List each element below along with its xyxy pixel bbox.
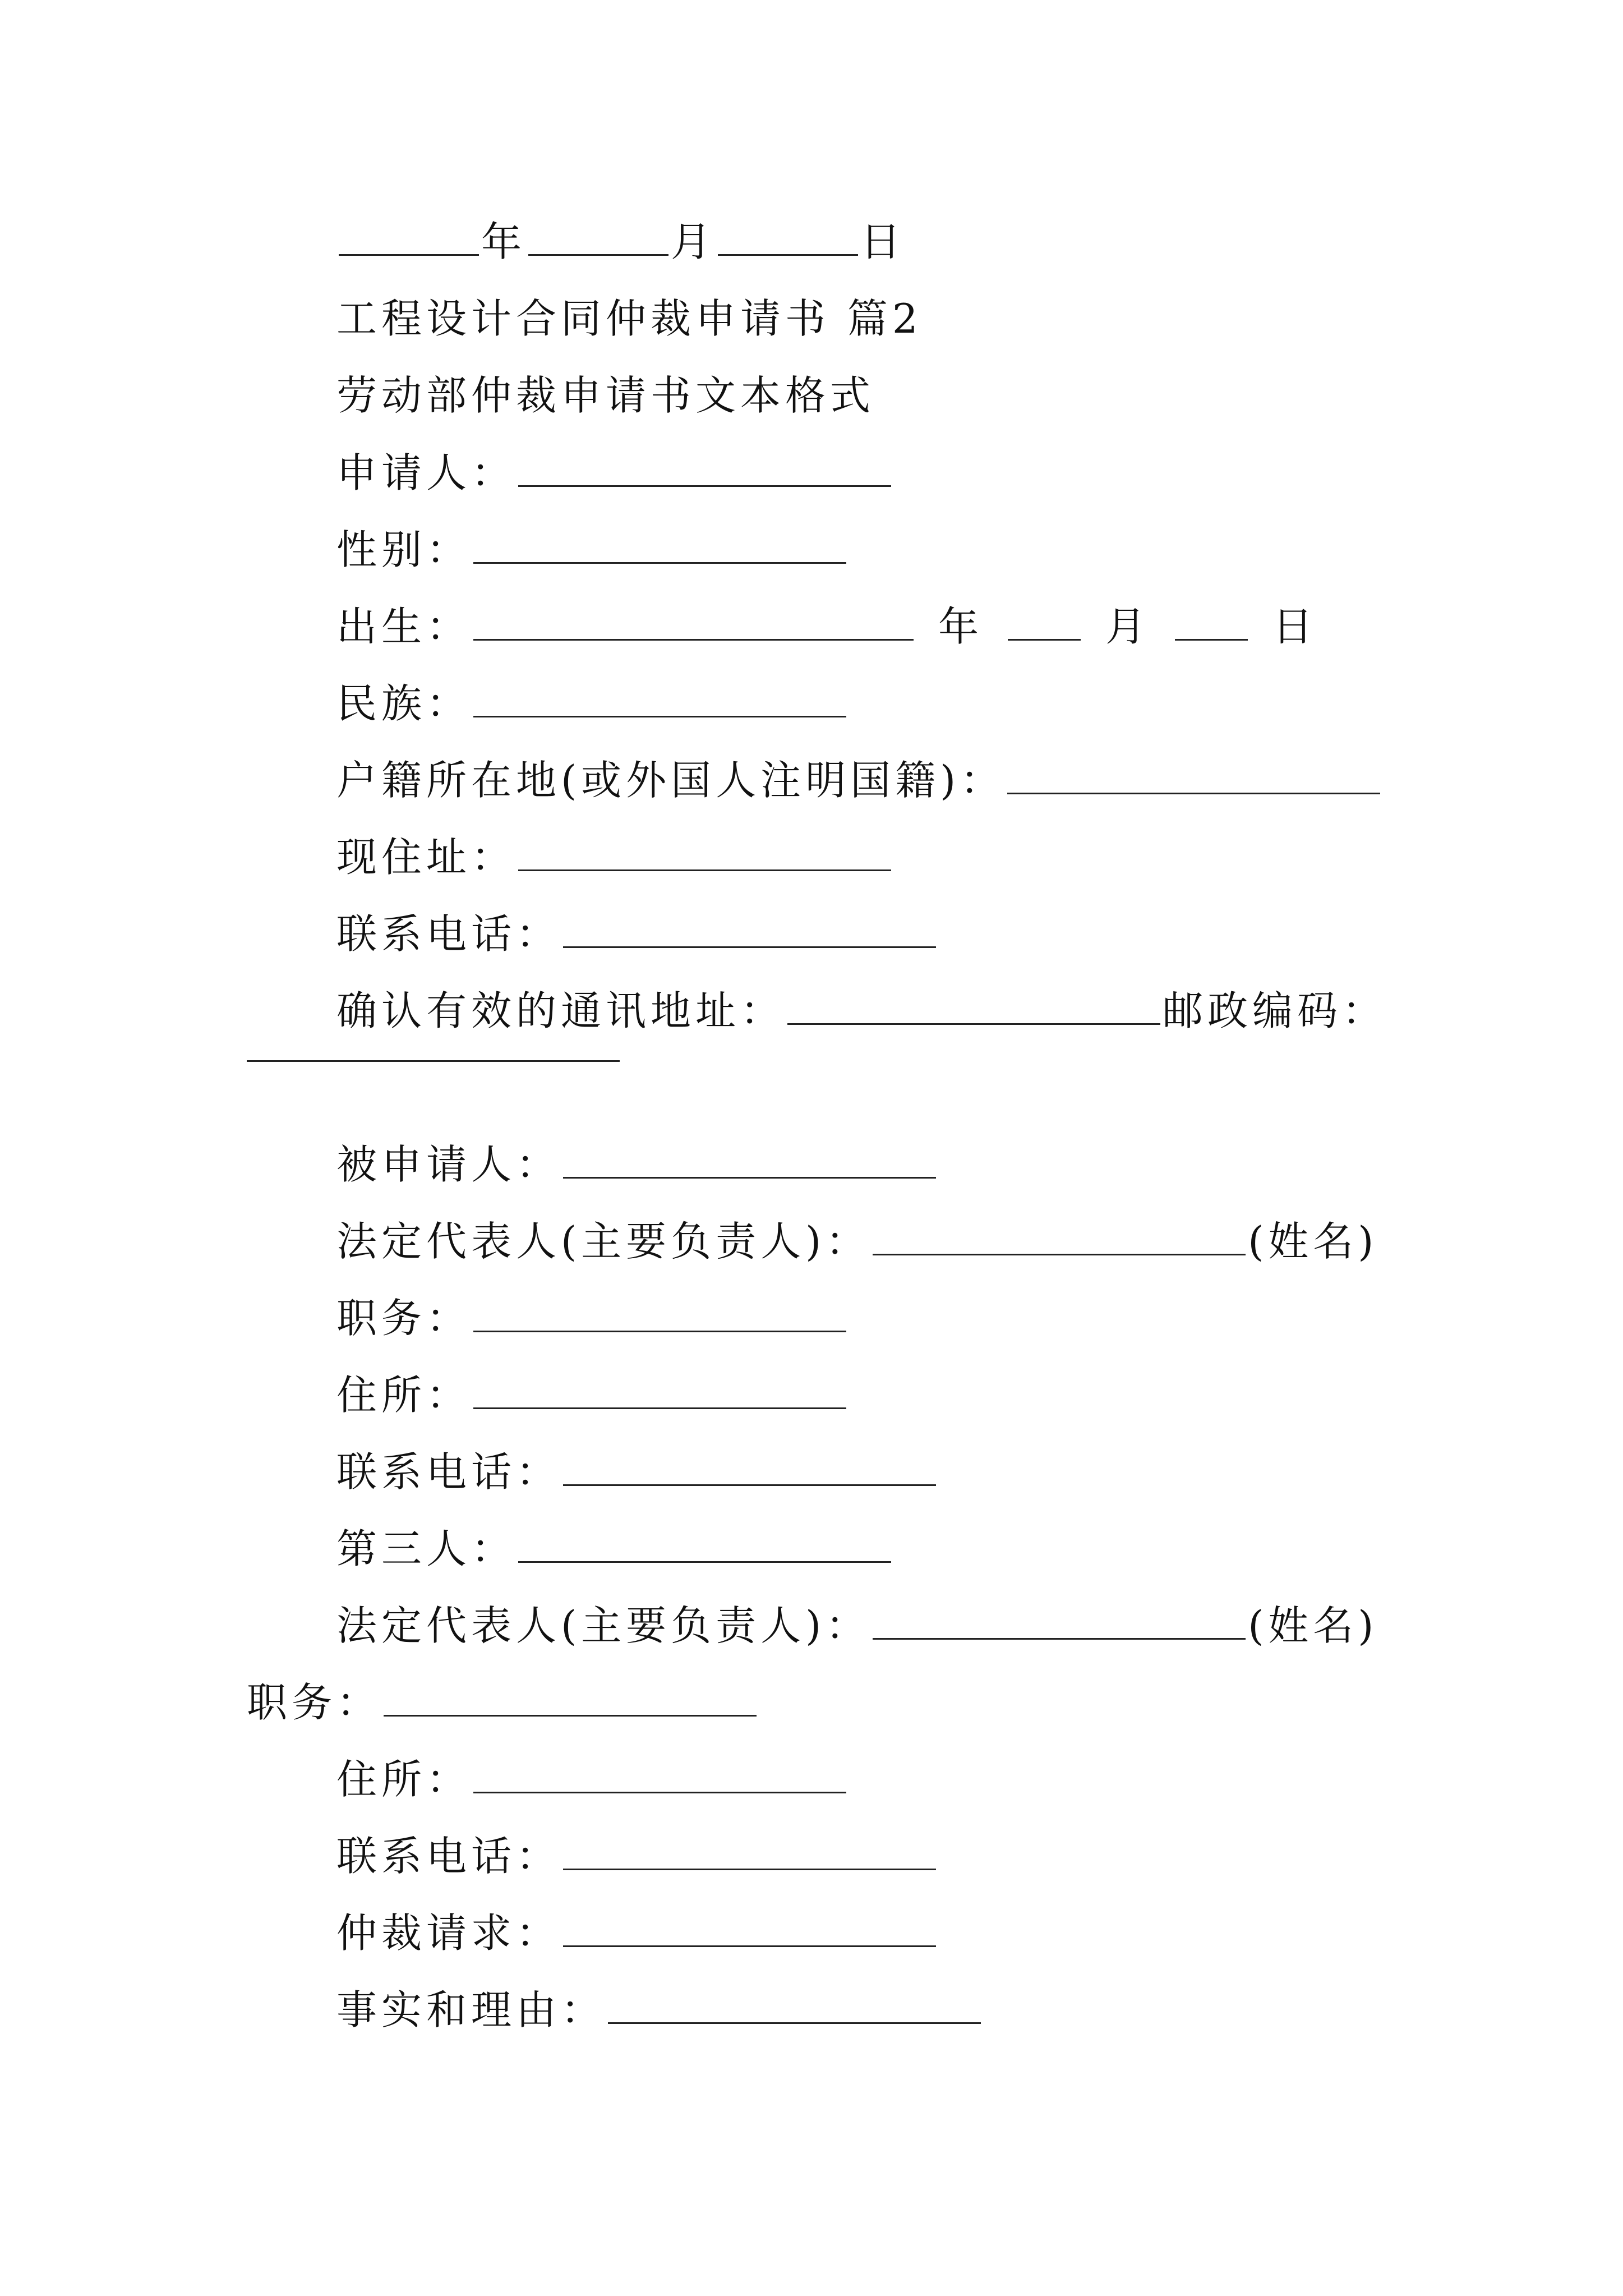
- month-blank[interactable]: [528, 216, 668, 256]
- address-label: 现住址：: [336, 834, 517, 881]
- respondent-legal-rep-row: [336, 1216, 1378, 1267]
- birth-blank[interactable]: [473, 601, 914, 641]
- respondent-legal-rep-label: 法定代表人(主要负责人)：: [336, 1218, 871, 1265]
- respondent-residence-blank[interactable]: [473, 1369, 846, 1409]
- month-label: 月: [671, 218, 716, 265]
- applicant-phone-label: 联系电话：: [336, 910, 561, 958]
- applicant-phone-blank[interactable]: [563, 908, 936, 948]
- respondent-row: [336, 1139, 938, 1190]
- household-blank[interactable]: [1007, 754, 1380, 794]
- respondent-legal-rep-blank[interactable]: [873, 1216, 1246, 1255]
- document-title: 劳动部仲裁申请书文本格式: [336, 372, 875, 419]
- year-label: 年: [481, 218, 527, 265]
- third-party-phone-row: [336, 1830, 938, 1881]
- day-label: 日: [860, 218, 906, 265]
- address-row: [336, 831, 893, 882]
- postcode-blank[interactable]: [247, 1060, 620, 1062]
- third-party-blank[interactable]: [518, 1523, 891, 1563]
- third-party-legal-rep-label: 法定代表人(主要负责人)：: [336, 1602, 871, 1649]
- day-blank[interactable]: [718, 216, 858, 256]
- third-party-phone-blank[interactable]: [563, 1830, 936, 1870]
- date-line: [336, 216, 905, 267]
- ethnicity-row: [336, 678, 849, 729]
- household-label: 户籍所在地(或外国人注明国籍)：: [336, 757, 1006, 804]
- facts-label: 事实和理由：: [336, 1986, 606, 2033]
- applicant-label: 申请人：: [336, 449, 517, 496]
- birth-month-blank[interactable]: [1008, 601, 1081, 641]
- year-blank[interactable]: [339, 216, 479, 256]
- birth-day-blank[interactable]: [1175, 601, 1248, 641]
- applicant-row: [336, 447, 893, 498]
- respondent-label: 被申请人：: [336, 1141, 561, 1188]
- respondent-blank[interactable]: [563, 1139, 936, 1179]
- mail-address-label: 确认有效的通讯地址：: [336, 987, 786, 1034]
- ethnicity-blank[interactable]: [473, 678, 846, 717]
- respondent-phone-label: 联系电话：: [336, 1448, 561, 1496]
- third-party-label: 第三人：: [336, 1525, 517, 1572]
- third-party-legal-rep-suffix: (姓名): [1248, 1602, 1378, 1649]
- respondent-phone-row: [336, 1446, 938, 1497]
- gender-row: [336, 524, 849, 575]
- third-party-residence-row: [336, 1754, 849, 1805]
- third-party-row: [336, 1523, 893, 1574]
- respondent-position-label: 职务：: [336, 1295, 472, 1342]
- applicant-phone-row: [336, 908, 938, 959]
- birth-month-label: 月: [1105, 603, 1151, 650]
- applicant-blank[interactable]: [518, 447, 891, 487]
- third-party-phone-label: 联系电话：: [336, 1833, 561, 1880]
- claims-label: 仲裁请求：: [336, 1910, 561, 1957]
- gender-blank[interactable]: [473, 524, 846, 564]
- facts-row: [336, 1984, 983, 2035]
- birth-day-label: 日: [1272, 603, 1318, 650]
- respondent-phone-blank[interactable]: [563, 1446, 936, 1486]
- section-title: 工程设计合同仲裁申请书 篇2: [336, 295, 923, 342]
- facts-blank[interactable]: [608, 1984, 981, 2024]
- third-party-position-row: [247, 1677, 759, 1728]
- gender-label: 性别：: [336, 526, 472, 573]
- respondent-position-row: [336, 1292, 849, 1343]
- respondent-residence-row: [336, 1369, 849, 1420]
- birth-year-label: 年: [938, 603, 984, 650]
- respondent-position-blank[interactable]: [473, 1292, 846, 1332]
- respondent-legal-rep-suffix: (姓名): [1248, 1218, 1378, 1265]
- third-party-position-label: 职务：: [247, 1679, 382, 1726]
- mail-address-blank[interactable]: [787, 985, 1160, 1025]
- third-party-position-blank[interactable]: [384, 1677, 757, 1717]
- address-blank[interactable]: [518, 831, 891, 871]
- third-party-residence-label: 住所：: [336, 1756, 472, 1803]
- third-party-legal-rep-blank[interactable]: [873, 1600, 1246, 1640]
- claims-blank[interactable]: [563, 1907, 936, 1947]
- third-party-residence-blank[interactable]: [473, 1754, 846, 1793]
- postcode-label: 邮政编码：: [1163, 987, 1387, 1034]
- birth-row: [336, 601, 1317, 652]
- mail-address-row: [336, 985, 1387, 1036]
- birth-label: 出生：: [336, 603, 472, 650]
- respondent-residence-label: 住所：: [336, 1372, 472, 1419]
- claims-row: [336, 1907, 938, 1958]
- ethnicity-label: 民族：: [336, 680, 472, 727]
- third-party-legal-rep-row: [336, 1600, 1378, 1651]
- household-row: [336, 754, 1382, 806]
